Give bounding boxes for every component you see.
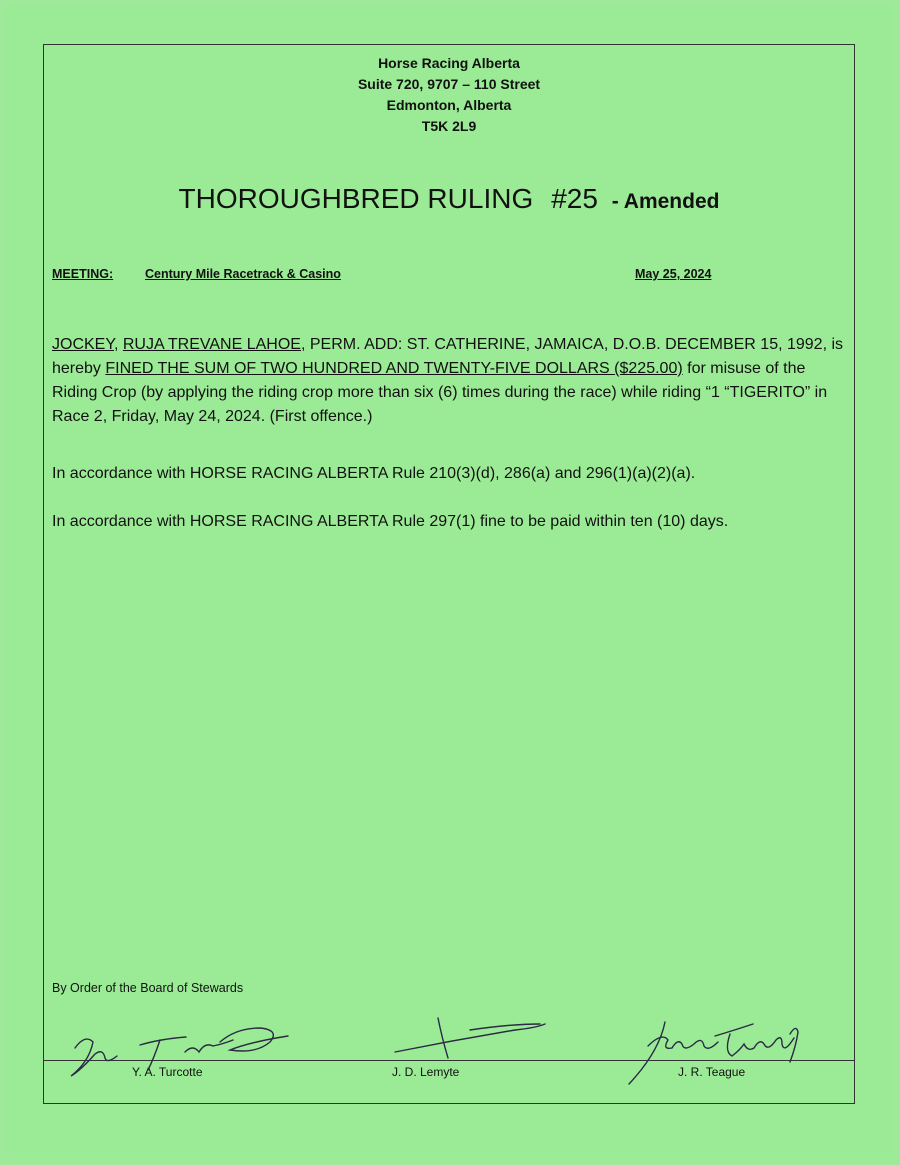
meeting-date: May 25, 2024 [635, 267, 712, 281]
board-order: By Order of the Board of Stewards [52, 981, 244, 995]
letterhead [44, 53, 854, 137]
fine-amount: FINED THE SUM OF TWO HUNDRED AND TWENTY-FIVE DOLLARS ($225.00) [105, 360, 683, 377]
jockey-name: RUJA TREVANE LAHOE [122, 336, 301, 353]
org-city: Edmonton, Alberta [386, 97, 512, 113]
rule-reference-2: In accordance with HORSE RACING ALBERTA Rule 297(1) fine to be paid within ten (10) days. [52, 513, 729, 530]
steward-name-2: J. D. Lemyte [392, 1065, 460, 1079]
meeting-label: MEETING: [52, 267, 114, 281]
offence-details: for misuse of the Riding Crop (by applying the riding crop more than six (6) times during the race) while riding “1 “TIGERITO” in Race 2, Friday, May 24, 2024. (First offence.) [52, 360, 828, 425]
ruling-paragraph: JOCKEY, RUJA TREVANE LAHOE, PERM. ADD: ST. CATHERINE, JAMAICA, D.O.B. DECEMBER 15, 1992, is hereby FINED THE SUM OF TWO HUNDRED AND TWENTY-FIVE DOLLARS ($225.00) for misuse of the Riding Crop (by applying the riding crop more than six (6) times during the race) while riding “1 “TIGERITO” in Race 2, Friday, May 24, 2024. (First offence.) [52, 336, 844, 425]
title-main: THOROUGHBRED RULING [178, 183, 534, 214]
ruling-title [44, 183, 854, 215]
org-name: Horse Racing Alberta [378, 55, 520, 71]
org-address: Suite 720, 9707 – 110 Street [357, 76, 541, 92]
steward-name-3: J. R. Teague [678, 1065, 746, 1079]
amended-label: - Amended [611, 190, 720, 213]
jockey-label: JOCKEY [52, 336, 114, 353]
rule-reference-1: In accordance with HORSE RACING ALBERTA Rule 210(3)(d), 286(a) and 296(1)(a)(2)(a). [52, 465, 696, 482]
ruling-frame [43, 44, 855, 1104]
steward-name-1: Y. A. Turcotte [132, 1065, 203, 1079]
signature-line [44, 1060, 854, 1061]
jockey-address-dob: , PERM. ADD: ST. CATHERINE, JAMAICA, D.O.B. DECEMBER 15, 1992, is hereby [52, 336, 844, 377]
meeting-venue: Century Mile Racetrack & Casino [145, 267, 341, 281]
org-postal: T5K 2L9 [421, 118, 477, 134]
ruling-number: #25 [551, 183, 598, 214]
